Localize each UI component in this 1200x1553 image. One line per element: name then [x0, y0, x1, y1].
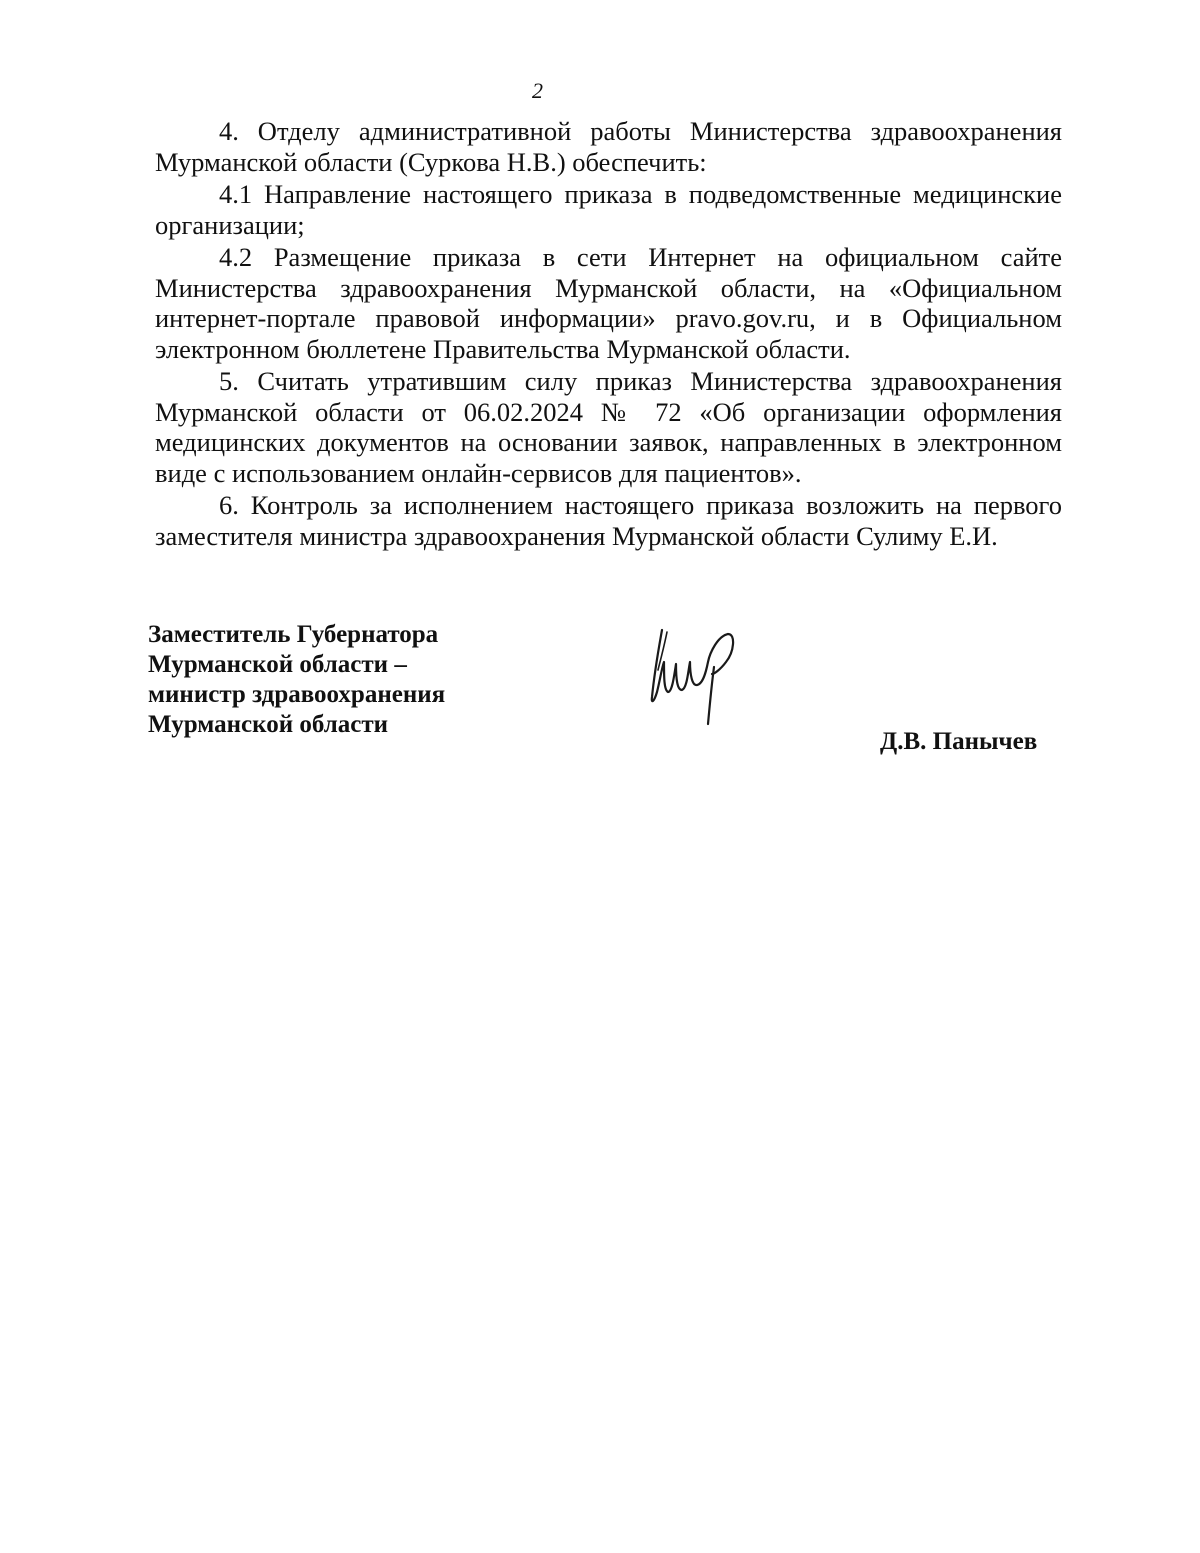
- position-line: Заместитель Губернатора: [148, 621, 439, 648]
- document-body: [155, 116, 1062, 553]
- position-line: Мурманской области: [148, 711, 389, 738]
- handwritten-signature-icon: [640, 622, 750, 732]
- position-line: министр здравоохранения: [148, 681, 446, 708]
- paragraph-4-1: 4.1 Направление настоящего приказа в подведомственные медицинские организации;: [155, 179, 1062, 240]
- signatory-position: [148, 620, 445, 740]
- page-number: 2: [532, 78, 543, 103]
- signer-name: Д.В. Панычев: [880, 728, 1038, 755]
- paragraph-4: 4. Отделу административной работы Министерства здравоохранения Мурманской области (Суркова Н.В.) обеспечить:: [155, 116, 1062, 177]
- paragraph-6: 6. Контроль за исполнением настоящего приказа возложить на первого заместителя министра здравоохранения Мурманской области Сулиму Е.И.: [155, 490, 1062, 551]
- paragraph-5: 5. Считать утратившим силу приказ Министерства здравоохранения Мурманской области от 06.02.2024 № 72 «Об организации оформления медицинских документов на основании заявок, направленных в электронном виде с использованием онлайн-сервисов для пациентов».: [155, 366, 1062, 488]
- position-line: Мурманской области –: [148, 651, 407, 678]
- paragraph-4-2: 4.2 Размещение приказа в сети Интернет на официальном сайте Министерства здравоохранения Мурманской области, на «Официальном интернет-портале правовой информации» pravo.gov.ru, и в Официальном электронном бюллетене Правительства Мурманской области.: [155, 242, 1062, 364]
